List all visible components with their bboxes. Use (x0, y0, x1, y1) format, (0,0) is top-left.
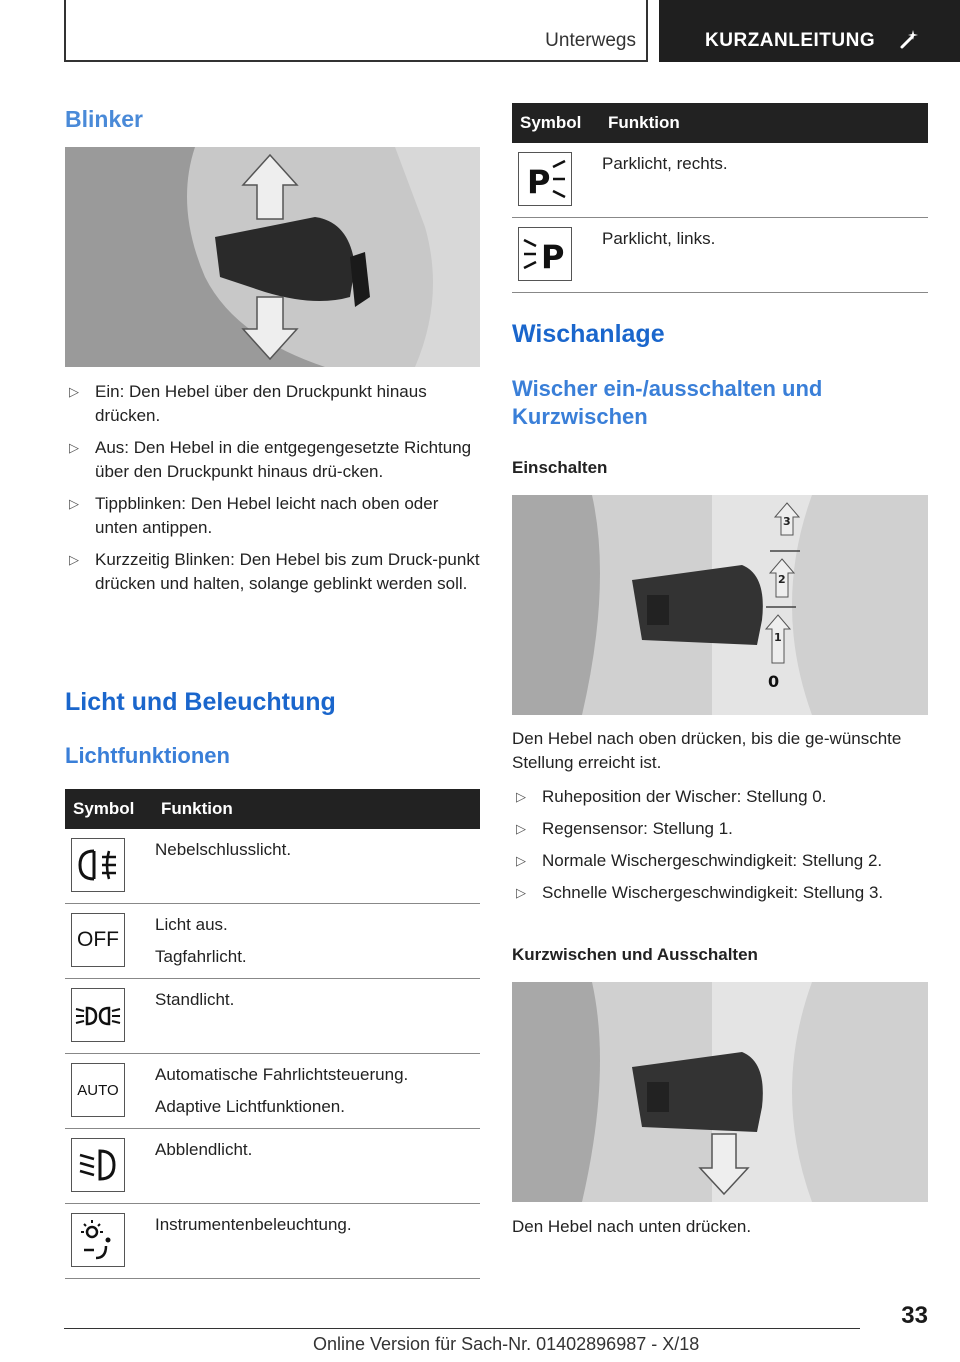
function-text: Licht aus. (155, 915, 228, 934)
list-item: ▷ Ein: Den Hebel über den Druckpunkt hinaus drücken. (69, 382, 427, 425)
list-item: ▷ Aus: Den Hebel in die entgegengesetzte Richtung über den Druckpunkt hinaus drü‐cken. (69, 438, 472, 481)
function-text: Parklicht, links. (602, 229, 716, 248)
function-text: Tagfahrlicht. (155, 947, 247, 966)
table-row (512, 143, 928, 218)
position-label-1: 1 (774, 631, 782, 644)
instrument-lighting-icon (71, 1213, 125, 1267)
position-label-0: 0 (768, 672, 780, 691)
list-item: ▷ Normale Wischergeschwindigkeit: Stellung 2. (516, 851, 883, 870)
table-row (65, 1204, 480, 1279)
kurz-title: Kurzwischen und Ausschalten (512, 945, 758, 964)
list-item: ▷ Tippblinken: Den Hebel leicht nach oben oder unten antippen. (69, 494, 439, 537)
kurz-text: Den Hebel nach unten drücken. (512, 1217, 752, 1236)
wiper-up-image (512, 495, 928, 715)
right-column (512, 103, 928, 1293)
page-number: 33 (901, 1302, 928, 1329)
header-section: Unterwegs (545, 30, 636, 51)
table-row (512, 218, 928, 293)
table-row (65, 979, 480, 1054)
table-row (65, 904, 480, 979)
einschalten-list (512, 785, 928, 913)
function-text: Adaptive Lichtfunktionen. (155, 1097, 345, 1116)
lichtfunktionen-title: Lichtfunktionen (65, 743, 230, 768)
footer-divider (64, 1328, 860, 1329)
list-item: ▷ Kurzzeitig Blinken: Den Hebel bis zum Druck‐punkt drücken und halten, solange geblinkt werden soll. (69, 550, 480, 593)
blinker-title: Blinker (65, 106, 143, 132)
col-symbol: Symbol (512, 103, 600, 143)
left-column (65, 100, 480, 1290)
magic-wand-icon (897, 28, 921, 52)
blinker-list (65, 380, 480, 604)
col-funktion: Funktion (153, 789, 480, 829)
einschalten-text: Den Hebel nach oben drücken, bis die ge‐wünschte Stellung erreicht ist. (512, 729, 902, 772)
parking-lights-icon (71, 988, 125, 1042)
function-text: Automatische Fahrlichtsteuerung. (155, 1065, 409, 1084)
list-item: ▷ Regensensor: Stellung 1. (516, 819, 733, 838)
page-header (0, 0, 960, 66)
table-row (65, 1054, 480, 1129)
position-label-3: 3 (783, 515, 791, 528)
parking-lights-table (512, 103, 928, 293)
licht-title: Licht und Beleuchtung (65, 688, 336, 716)
svg-text:P: P (541, 238, 565, 276)
function-text: Nebelschlusslicht. (155, 840, 292, 859)
wischanlage-title: Wischanlage (512, 320, 665, 348)
parking-light-right-icon (518, 152, 572, 206)
col-symbol: Symbol (65, 789, 153, 829)
table-row (65, 1129, 480, 1204)
function-text: Parklicht, rechts. (602, 154, 728, 173)
header-tab[interactable] (659, 0, 960, 62)
light-functions-table (65, 789, 480, 1279)
footer-text: Online Version für Sach-Nr. 01402896987 - X/18 (313, 1334, 700, 1354)
einschalten-title: Einschalten (512, 458, 608, 477)
header-tab-label: KURZANLEITUNG (705, 30, 876, 51)
low-beam-icon (71, 1138, 125, 1192)
blinker-lever-image (65, 147, 480, 367)
off-text-icon: OFF (71, 913, 125, 967)
wischer-title: Wischer ein-/ausschalten und Kurzwischen (512, 376, 823, 429)
function-text: Abblendlicht. (155, 1140, 253, 1159)
function-text: Standlicht. (155, 990, 235, 1009)
list-item: ▷ Ruheposition der Wischer: Stellung 0. (516, 787, 827, 806)
wiper-down-image (512, 982, 928, 1202)
rear-fog-light-icon (71, 838, 125, 892)
parking-light-left-icon (518, 227, 572, 281)
position-label-2: 2 (778, 573, 786, 586)
list-item: ▷ Schnelle Wischergeschwindigkeit: Stellung 3. (516, 883, 884, 902)
table-row (65, 829, 480, 904)
auto-text-icon: AUTO (71, 1063, 125, 1117)
svg-text:P: P (527, 163, 551, 201)
col-funktion: Funktion (600, 103, 928, 143)
function-text: Instrumentenbeleuchtung. (155, 1215, 352, 1234)
